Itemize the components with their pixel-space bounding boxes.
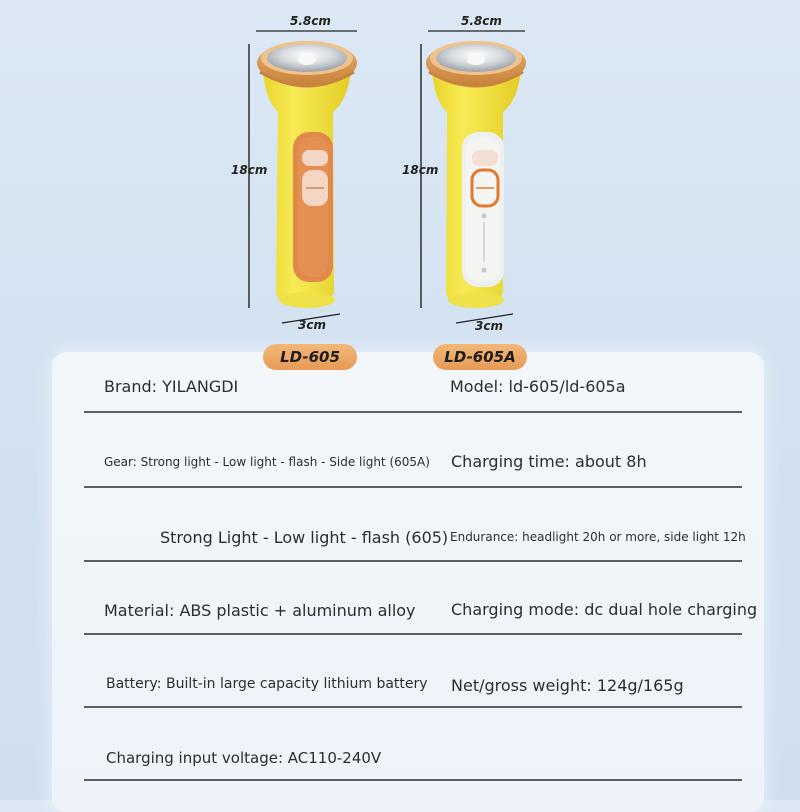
row-divider [84,560,742,562]
model-tag-ld-605: LD-605 [263,344,357,370]
spec-battery: Battery: Built-in large capacity lithium battery [106,676,428,692]
row-divider [84,633,742,635]
spec-gear: Gear: Strong light - Low light - flash - Side light (605A) [104,455,430,469]
flashlight-ld-605a [426,41,526,308]
row-divider [84,779,742,781]
spec-gear-605: Strong Light - Low light - flash (605) [160,528,449,547]
row-divider [84,411,742,413]
row-divider [84,486,742,488]
spec-charging-mode: Charging mode: dc dual hole charging [451,600,758,619]
row-divider [84,706,742,708]
flashlight-diagram [0,0,800,360]
spec-endurance: Endurance: headlight 20h or more, side light 12h [450,530,746,544]
spec-model: Model: ld-605/ld-605a [450,377,626,396]
spec-charging-time: Charging time: about 8h [451,452,647,471]
spec-material: Material: ABS plastic + aluminum alloy [104,601,416,620]
flashlight-ld-605 [257,41,357,308]
specification-card [52,352,764,812]
spec-brand: Brand: YILANGDI [104,377,239,396]
product-illustration [0,0,800,360]
base-label-605: 3cm [298,318,326,332]
spec-weight: Net/gross weight: 124g/165g [451,676,684,695]
height-label-605a: 18cm [402,163,439,177]
height-label-605: 18cm [231,163,268,177]
model-tag-ld-605a: LD-605A [433,344,527,370]
base-label-605a: 3cm [475,319,503,333]
width-label-605a: 5.8cm [461,14,502,28]
spec-voltage: Charging input voltage: AC110-240V [106,749,382,767]
width-label-605: 5.8cm [290,14,331,28]
